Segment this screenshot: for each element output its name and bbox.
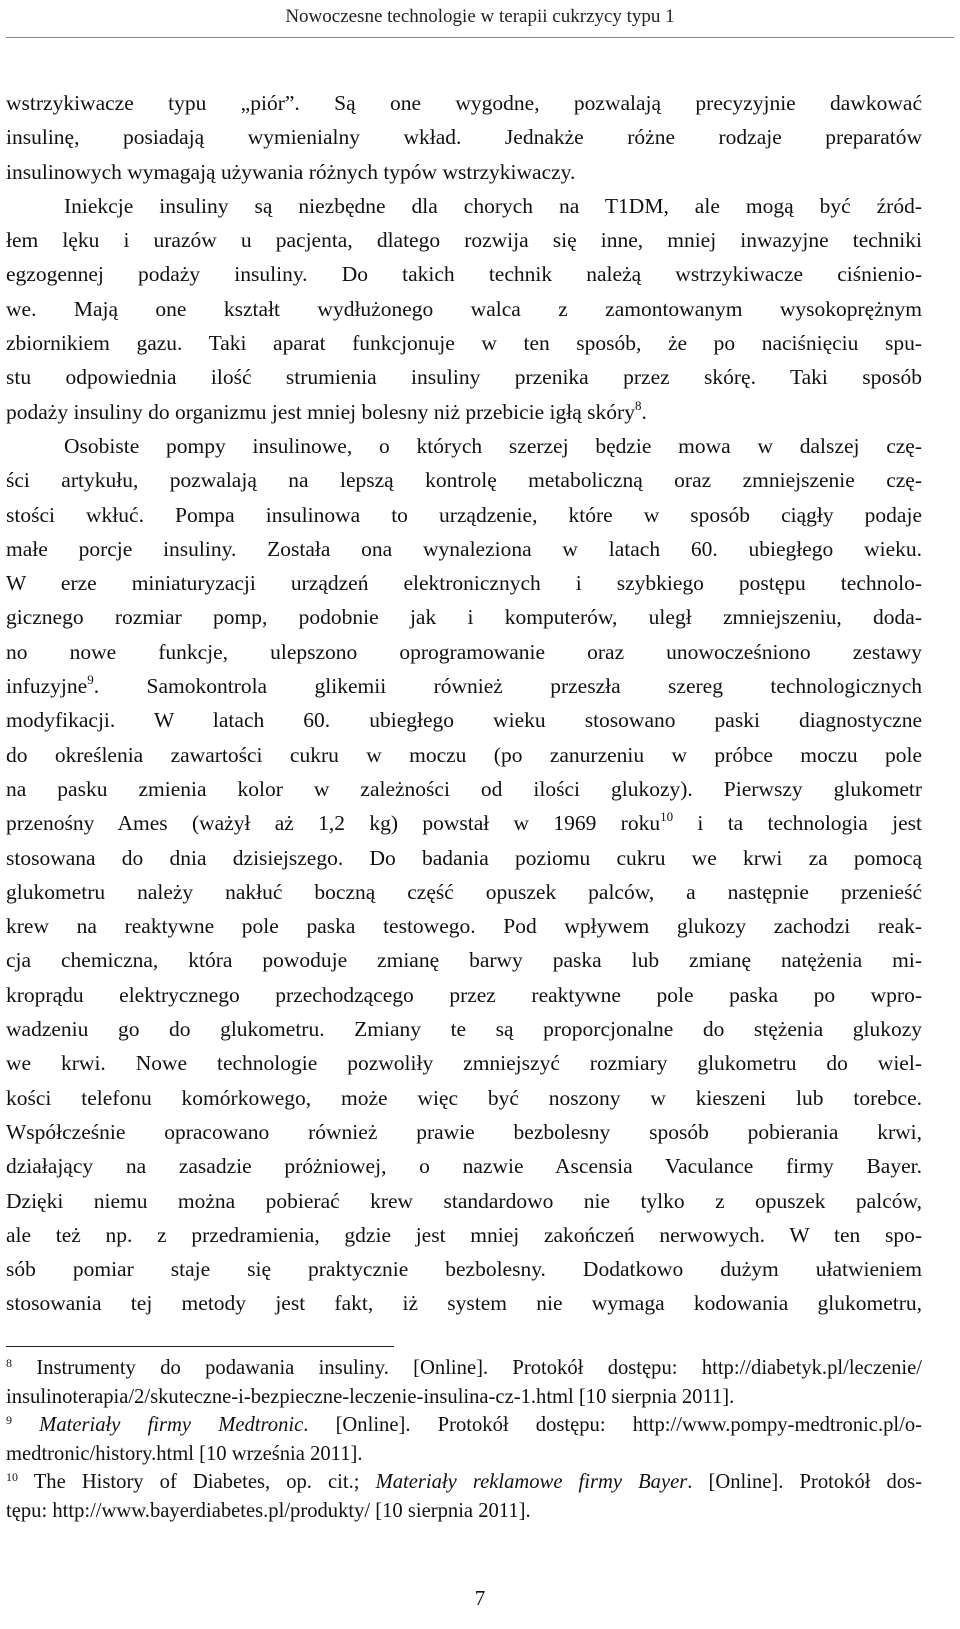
text-line: glukometru należy nakłuć boczną część opuszek palców, a następnie przenieść <box>6 879 922 904</box>
text-segment: Materiały firmy Medtronic <box>12 1414 304 1437</box>
footnote-line: insulinoterapia/2/skuteczne-i-bezpieczne-leczenie-insulina-cz-1.html [10 sierpnia 2011]. <box>6 1385 735 1408</box>
text-line: do określenia zawartości cukru w moczu (po zanurzeniu w próbce moczu pole <box>6 742 922 767</box>
text-line: na pasku zmienia kolor w zależności od ilości glukozy). Pierwszy glukometr <box>6 776 922 801</box>
text-line: wstrzykiwacze typu „piór”. Są one wygodne, pozwalają precyzyjnie dawkować <box>6 91 922 115</box>
text-line: Współcześnie opracowano również prawie bezbolesny sposób pobierania krwi, <box>6 1119 922 1144</box>
text-line: Osobiste pompy insulinowe, o których szerzej będzie mowa w dalszej czę- <box>64 433 922 458</box>
footnote-line: tępu: http://www.bayerdiabetes.pl/produkty/ [10 sierpnia 2011]. <box>6 1499 531 1522</box>
text-line: Dzięki niemu można pobierać krew standardowo nie tylko z opuszek palców, <box>6 1188 922 1213</box>
text-segment: . <box>641 399 647 424</box>
text-line: krew na reaktywne pole paska testowego. Pod wpływem glukozy zachodzi reak- <box>6 914 922 939</box>
text-line: gicznego rozmiar pomp, podobnie jak i komputerów, uległ zmniejszeniu, doda- <box>6 605 922 630</box>
footnote-8 <box>6 1354 922 1383</box>
text-line: modyfikacji. W latach 60. ubiegłego wieku stosowano paski diagnostyczne <box>6 708 922 733</box>
footnote-10 <box>6 1468 922 1497</box>
text-line: kroprądu elektrycznego przechodzącego przez reaktywne pole paska po wpro- <box>6 982 922 1007</box>
text-line: we. Mają one kształt wydłużonego walca z zamontowanym wysokoprężnym <box>6 296 922 321</box>
text-segment: . [Online]. Protokół dos- <box>687 1471 923 1494</box>
text-line: stu odpowiednia ilość strumienia insuliny przenika przez skórę. Taki sposób <box>6 365 922 390</box>
text-line: W erze miniaturyzacji urządzeń elektronicznych i szybkiego postępu technolo- <box>6 571 922 596</box>
text-line: no nowe funkcje, ulepszono oprogramowanie oraz unowocześniono zestawy <box>6 639 922 664</box>
text-line: insulinę, posiadają wymienialny wkład. Jednakże różne rodzaje preparatów <box>6 125 922 150</box>
text-line: Iniekcje insuliny są niezbędne dla chorych na T1DM, ale mogą być źród- <box>64 193 922 218</box>
text-segment: infuzyjne <box>6 674 88 699</box>
footnote-number: 8 <box>6 1356 12 1370</box>
page-number: 7 <box>474 1586 486 1610</box>
text-line: stosowania tej metody jest fakt, iż system nie wymaga kodowania glukometru, <box>6 1291 922 1316</box>
footnotes <box>6 1354 922 1526</box>
footnote-9 <box>6 1411 922 1440</box>
text-line <box>6 806 922 840</box>
text-line: we krwi. Nowe technologie pozwoliły zmniejszyć rozmiary glukometru do wiel- <box>6 1051 922 1076</box>
running-header: Nowoczesne technologie w terapii cukrzycy typu 1 <box>285 6 675 27</box>
text-line: łem lęku i urazów u pacjenta, dlatego rozwija się inne, mniej inwazyjne techniki <box>6 228 922 253</box>
text-line: działający na zasadzie próżniowej, o nazwie Ascensia Vaculance firmy Bayer. <box>6 1154 922 1179</box>
footnote-ref: 9 <box>87 672 94 688</box>
text-segment: Materiały reklamowe firmy Bayer <box>375 1471 688 1494</box>
text-line: stości wkłuć. Pompa insulinowa to urządzenie, które w sposób ciągły podaje <box>6 502 922 527</box>
text-line: cja chemiczna, która powoduje zmianę barwy paska lub zmianę natężenia mi- <box>6 948 922 973</box>
text-segment: przenośny Ames (ważył aż 1,2 kg) powstał w 1969 roku <box>6 811 661 836</box>
footnote-ref: 10 <box>660 809 674 825</box>
text-line: zbiornikiem gazu. Taki aparat funkcjonuje w ten sposób, że po naciśnięciu spu- <box>6 331 922 356</box>
text-line: egzogennej podaży insuliny. Do takich technik należą wstrzykiwacze ciśnienio- <box>6 262 922 287</box>
footnote-line: medtronic/history.html [10 września 2011]. <box>6 1442 363 1465</box>
text-line <box>6 395 922 429</box>
text-line: małe porcje insuliny. Została ona wynaleziona w latach 60. ubiegłego wieku. <box>6 536 922 561</box>
text-segment: podaży insuliny do organizmu jest mniej bolesny niż przebicie igłą skóry <box>6 399 635 424</box>
text-segment: Instrumenty do podawania insuliny. [Online]. Protokół dostępu: http://diabetyk.pl/leczenie/ <box>12 1357 922 1379</box>
text-line: wadzeniu go do glukometru. Zmiany te są proporcjonalne do stężenia glukozy <box>6 1017 922 1042</box>
footnote-divider <box>6 1346 394 1347</box>
footnote-number: 10 <box>6 1470 18 1485</box>
header-divider <box>6 37 954 38</box>
text-line: kości telefonu komórkowego, może więc być noszony w kieszeni lub torebce. <box>6 1085 922 1110</box>
text-segment: . Samokontrola glikemii również przeszła szereg technologicznych <box>93 674 922 699</box>
footnote-number: 9 <box>6 1413 12 1428</box>
text-line: ale też np. z przedramienia, gdzie jest mniej zakończeń nerwowych. W ten spo- <box>6 1222 922 1247</box>
main-text <box>6 86 922 1321</box>
text-segment: . [Online]. Protokół dostępu: http://www.pompy-medtronic.pl/o- <box>303 1414 922 1437</box>
text-line: stosowana do dnia dzisiejszego. Do badania poziomu cukru we krwi za pomocą <box>6 845 922 870</box>
text-line: insulinowych wymagają używania różnych typów wstrzykiwaczy. <box>6 159 576 184</box>
text-line: sób pomiar staje się praktycznie bezbolesny. Dodatkowo dużym ułatwieniem <box>6 1257 922 1282</box>
text-segment: The History of Diabetes, op. cit.; <box>18 1471 376 1494</box>
footnote-ref: 8 <box>634 397 642 413</box>
text-segment: i ta technologia jest <box>673 811 922 836</box>
text-line: ści artykułu, pozwalają na lepszą kontrolę metaboliczną oraz zmniejszenie czę- <box>6 468 922 493</box>
text-line <box>6 669 922 703</box>
